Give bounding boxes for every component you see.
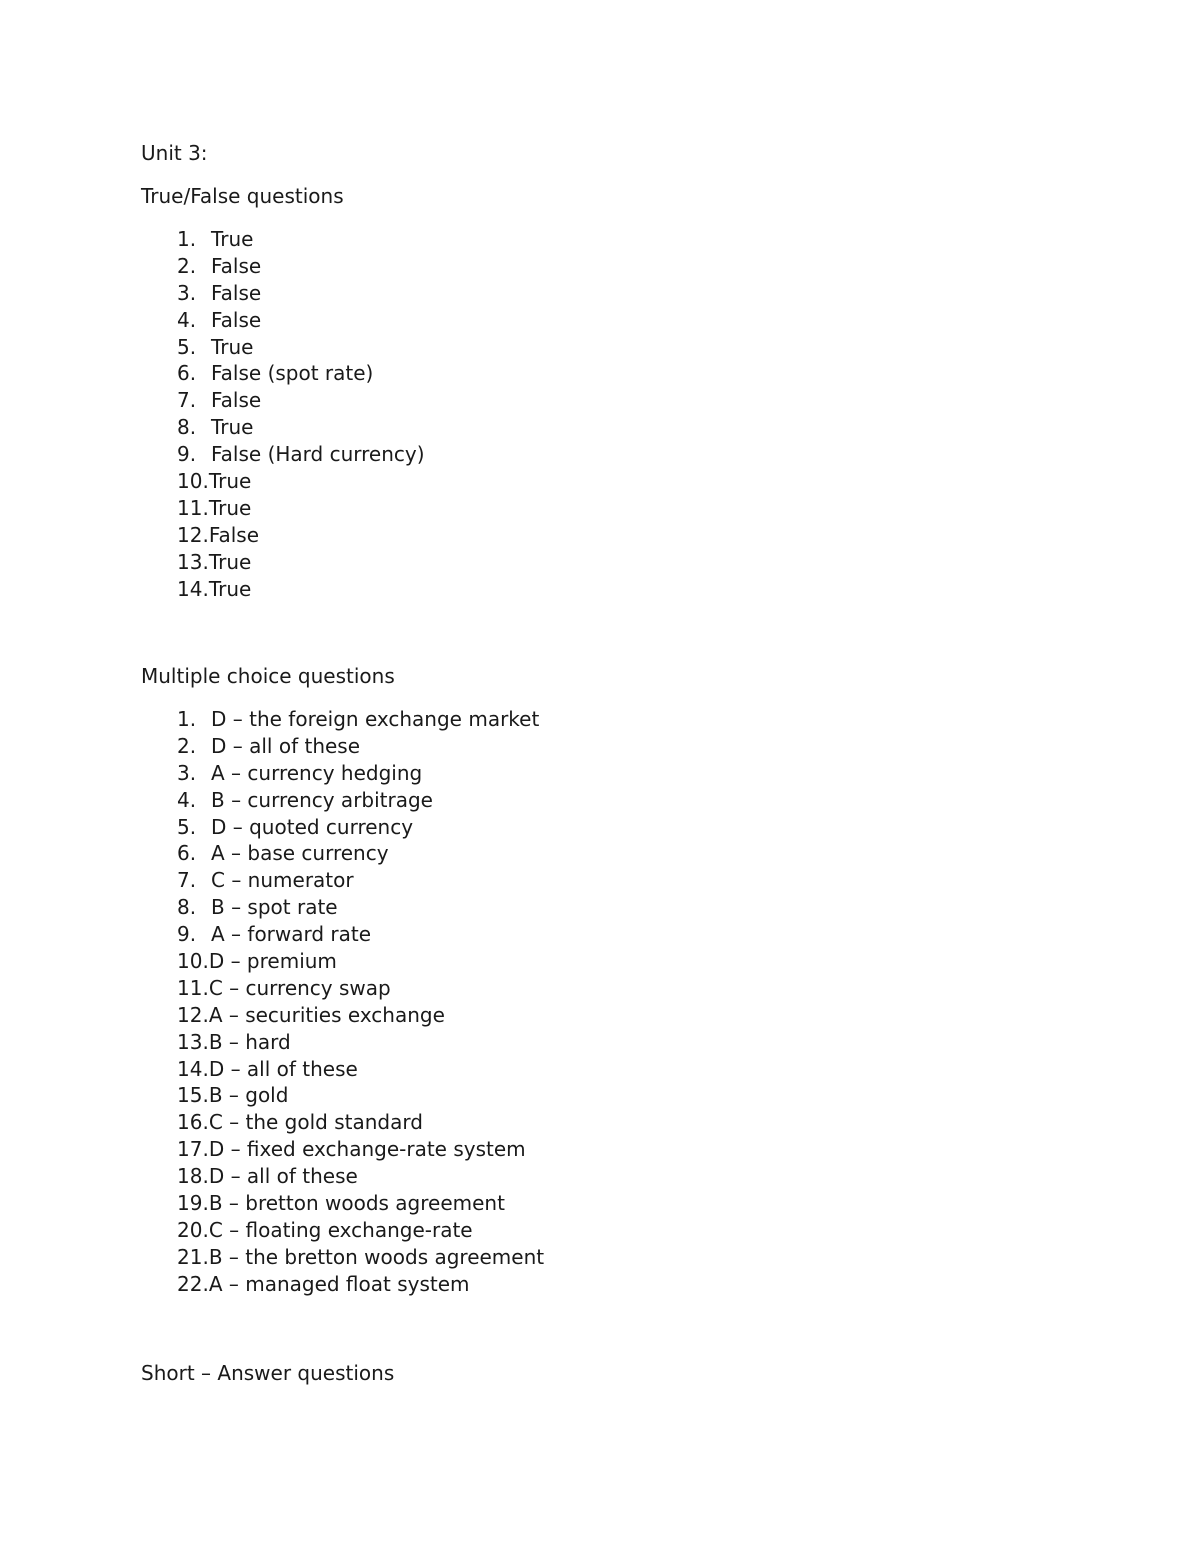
multiple-choice-answer-item — [177, 814, 544, 841]
list-item-number: 11. — [177, 495, 209, 520]
multiple-choice-answer-item — [177, 975, 544, 1002]
list-item-number: 1. — [177, 227, 197, 251]
list-item-number: 12. — [177, 522, 209, 547]
list-item-number: 11. — [177, 975, 209, 1000]
list-item-answer: D – quoted currency — [211, 814, 414, 839]
list-item-number: 4. — [177, 307, 197, 332]
list-item-number: 2. — [177, 733, 197, 758]
list-item-answer: True — [208, 549, 252, 574]
multiple-choice-answer-item — [177, 1190, 544, 1217]
list-item-answer: True — [211, 334, 254, 359]
multiple-choice-answer-item — [177, 1217, 544, 1244]
list-item-number: 10. — [177, 949, 209, 974]
multiple-choice-answer-item — [177, 840, 544, 867]
list-item-number: 21. — [177, 1244, 209, 1269]
list-item-answer: True — [208, 576, 252, 601]
true-false-answer-item — [177, 360, 425, 387]
list-item-answer: True — [211, 415, 254, 440]
list-item-answer: B – the bretton woods agreement — [208, 1244, 545, 1269]
true-false-answer-item — [177, 280, 425, 307]
multiple-choice-answer-item — [177, 1136, 544, 1163]
list-item-answer: D – all of these — [208, 1056, 358, 1081]
multiple-choice-answer-item — [177, 706, 544, 733]
list-item-number: 17. — [177, 1137, 209, 1162]
list-item-number: 19. — [177, 1191, 209, 1216]
list-item-answer: B – hard — [208, 1029, 291, 1054]
list-item-number: 20. — [177, 1217, 209, 1242]
list-item-number: 15. — [177, 1083, 209, 1108]
list-item-answer: C – numerator — [211, 868, 354, 893]
multiple-choice-answer-item — [177, 733, 544, 760]
true-false-answer-item — [177, 387, 425, 414]
multiple-choice-answer-list — [177, 706, 544, 1298]
list-item-number: 5. — [177, 814, 197, 839]
list-item-answer: True — [211, 227, 254, 251]
list-item-answer: D – fixed exchange-rate system — [208, 1137, 526, 1162]
list-item-number: 12. — [177, 1002, 209, 1027]
multiple-choice-answer-item — [177, 1002, 544, 1029]
multiple-choice-answer-item — [177, 1056, 544, 1083]
list-item-answer: B – spot rate — [211, 895, 338, 920]
list-item-answer: B – gold — [208, 1083, 289, 1108]
unit-title: Unit 3: — [141, 141, 208, 165]
list-item-number: 10. — [177, 469, 209, 494]
multiple-choice-answer-item — [177, 760, 544, 787]
true-false-answer-item — [177, 414, 425, 441]
list-item-answer: A – currency hedging — [211, 760, 423, 785]
list-item-number: 16. — [177, 1110, 209, 1135]
list-item-number: 6. — [177, 841, 197, 866]
true-false-answer-list — [177, 226, 425, 602]
list-item-answer: D – all of these — [208, 1164, 358, 1189]
list-item-answer: False (spot rate) — [211, 361, 374, 386]
multiple-choice-answer-item — [177, 787, 544, 814]
multiple-choice-heading: Multiple choice questions — [141, 664, 395, 688]
list-item-answer: A – securities exchange — [208, 1002, 445, 1027]
list-item-number: 6. — [177, 361, 197, 386]
multiple-choice-answer-item — [177, 1082, 544, 1109]
multiple-choice-answer-item — [177, 1271, 544, 1298]
list-item-number: 7. — [177, 868, 197, 893]
list-item-number: 18. — [177, 1164, 209, 1189]
true-false-answer-item — [177, 334, 425, 361]
multiple-choice-answer-item — [177, 921, 544, 948]
list-item-answer: B – bretton woods agreement — [208, 1191, 505, 1216]
list-item-number: 14. — [177, 1056, 209, 1081]
list-item-answer: True — [208, 495, 252, 520]
list-item-number: 14. — [177, 576, 209, 601]
list-item-answer: A – forward rate — [211, 922, 372, 947]
multiple-choice-answer-item — [177, 1109, 544, 1136]
list-item-answer: False — [208, 522, 260, 547]
list-item-answer: False (Hard currency) — [211, 442, 425, 467]
true-false-answer-item — [177, 468, 425, 495]
multiple-choice-answer-item — [177, 1244, 544, 1271]
list-item-answer: D – all of these — [211, 733, 361, 758]
multiple-choice-answer-item — [177, 1029, 544, 1056]
list-item-number: 5. — [177, 334, 197, 359]
list-item-answer: C – the gold standard — [208, 1110, 423, 1135]
short-answer-heading: Short – Answer questions — [141, 1361, 395, 1385]
true-false-answer-item — [177, 441, 425, 468]
true-false-answer-item — [177, 307, 425, 334]
list-item-number: 2. — [177, 253, 197, 278]
list-item-answer: False — [211, 253, 262, 278]
list-item-answer: A – base currency — [211, 841, 389, 866]
list-item-number: 13. — [177, 549, 209, 574]
list-item-number: 9. — [177, 442, 197, 467]
list-item-number: 22. — [177, 1271, 209, 1296]
list-item-answer: C – currency swap — [208, 975, 391, 1000]
true-false-answer-item — [177, 253, 425, 280]
list-item-number: 1. — [177, 707, 197, 731]
list-item-number: 9. — [177, 922, 197, 947]
multiple-choice-answer-item — [177, 948, 544, 975]
list-item-number: 13. — [177, 1029, 209, 1054]
true-false-answer-item — [177, 549, 425, 576]
list-item-answer: C – floating exchange-rate — [208, 1217, 473, 1242]
list-item-number: 8. — [177, 415, 197, 440]
multiple-choice-answer-item — [177, 867, 544, 894]
list-item-answer: D – the foreign exchange market — [211, 707, 540, 731]
true-false-answer-item — [177, 226, 425, 253]
list-item-answer: D – premium — [208, 949, 337, 974]
list-item-number: 3. — [177, 760, 197, 785]
list-item-number: 4. — [177, 787, 197, 812]
true-false-heading: True/False questions — [141, 184, 344, 208]
list-item-answer: False — [211, 307, 262, 332]
list-item-answer: A – managed float system — [208, 1271, 470, 1296]
true-false-answer-item — [177, 522, 425, 549]
list-item-answer: B – currency arbitrage — [211, 787, 433, 812]
list-item-number: 3. — [177, 280, 197, 305]
list-item-number: 8. — [177, 895, 197, 920]
multiple-choice-answer-item — [177, 894, 544, 921]
true-false-answer-item — [177, 576, 425, 603]
list-item-number: 7. — [177, 388, 197, 413]
list-item-answer: False — [211, 388, 262, 413]
list-item-answer: True — [208, 469, 252, 494]
list-item-answer: False — [211, 280, 262, 305]
multiple-choice-answer-item — [177, 1163, 544, 1190]
true-false-answer-item — [177, 495, 425, 522]
